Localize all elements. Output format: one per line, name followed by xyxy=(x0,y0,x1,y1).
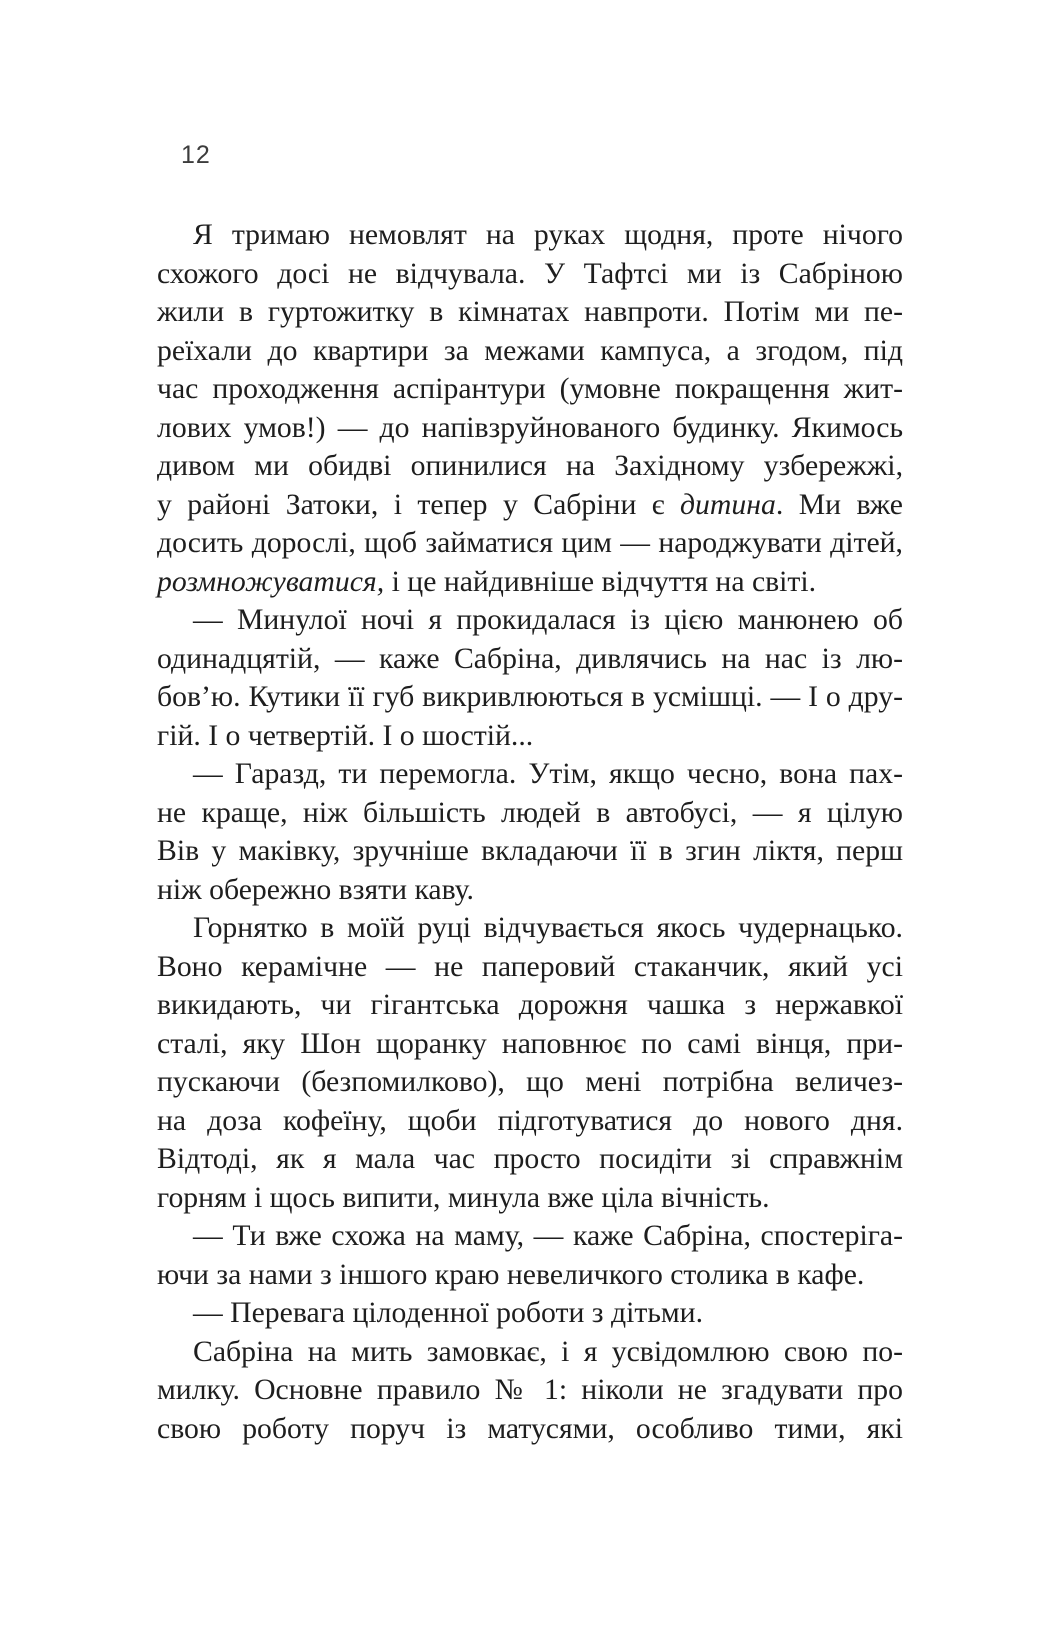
italic-text-segment: розмножуватися, xyxy=(157,565,385,598)
text-line xyxy=(157,832,903,871)
text-line xyxy=(157,1410,903,1449)
text-segment: милку. Основне правило № 1: ніколи не згадувати про xyxy=(157,1374,903,1406)
text-line xyxy=(157,871,903,910)
text-segment: Сабріна на мить замовкає, і я усвідомлюю свою по- xyxy=(193,1335,903,1368)
text-line xyxy=(157,794,903,833)
text-line xyxy=(157,332,903,371)
text-segment: Вів у маківку, зручніше вкладаючи її в згин ліктя, перш xyxy=(157,835,903,867)
text-segment: Воно керамічне — не паперовий стаканчик, який усі xyxy=(157,950,903,983)
text-segment: досить дорослі, щоб займатися цим — народжувати дітей, xyxy=(157,527,903,559)
text-line xyxy=(157,1179,903,1218)
text-line xyxy=(157,678,903,717)
text-segment: схожого досі не відчувала. У Тафтсі ми із Сабріною xyxy=(157,257,903,290)
text-line xyxy=(157,216,903,255)
text-line xyxy=(157,1294,903,1333)
text-segment: і це найдивніше відчуття на світі. xyxy=(384,565,817,598)
text-segment: сталі, яку Шон щоранку наповнює по самі вінця, при- xyxy=(157,1027,903,1060)
text-line xyxy=(157,755,903,794)
text-line xyxy=(157,1256,903,1295)
text-segment: викидають, чи гігантська дорожня чашка з нержавкої xyxy=(157,989,903,1021)
text-line xyxy=(157,1102,903,1141)
text-line xyxy=(157,640,903,679)
text-segment: — Перевага цілоденної роботи з дітьми. xyxy=(193,1297,704,1329)
text-segment: на доза кофеїну, щоби підготуватися до нового дня. xyxy=(157,1104,903,1137)
text-segment: — Минулої ночі я прокидалася із цією манюнею об xyxy=(193,604,903,636)
text-line xyxy=(157,486,903,525)
text-line xyxy=(157,524,903,563)
text-line xyxy=(157,447,903,486)
text-segment: одинадцятій, — каже Сабріна, дивлячись на нас із лю- xyxy=(157,642,903,675)
text-line xyxy=(157,1025,903,1064)
text-segment: свою роботу поруч із матусями, особливо тими, які xyxy=(157,1412,903,1445)
text-block xyxy=(157,216,903,1448)
text-segment: бов’ю. Кутики її губ викривлюються в усмішці. — І о дру- xyxy=(157,681,903,713)
text-segment: ючи за нами з іншого краю невеличкого столика в кафе. xyxy=(157,1258,865,1291)
text-line xyxy=(157,909,903,948)
italic-text-segment: дитина xyxy=(680,488,776,521)
text-segment: дивом ми обидві опинилися на Західному узбережжі, xyxy=(157,450,903,482)
text-line xyxy=(157,1371,903,1410)
text-segment: Відтоді, як я мала час просто посидіти зі справжнім xyxy=(157,1143,903,1175)
text-line xyxy=(157,601,903,640)
text-line xyxy=(157,409,903,448)
text-line xyxy=(157,717,903,756)
text-segment: не краще, ніж більшість людей в автобусі, — я цілую xyxy=(157,796,903,829)
text-line xyxy=(157,370,903,409)
text-line xyxy=(157,563,903,602)
text-line xyxy=(157,1217,903,1256)
page-number: 12 xyxy=(181,141,211,169)
text-segment: час проходження аспірантури (умовне покращення жит- xyxy=(157,373,903,405)
text-segment: ніж обережно взяти каву. xyxy=(157,873,474,906)
text-segment: — Ти вже схожа на маму, — каже Сабріна, спостеріга- xyxy=(193,1220,903,1252)
text-line xyxy=(157,1140,903,1179)
text-segment: лових умов!) — до напівзруйнованого будинку. Якимось xyxy=(157,411,903,444)
text-line xyxy=(157,1063,903,1102)
text-segment: Горнятко в моїй руці відчувається якось чудернацько. xyxy=(193,912,903,944)
text-line xyxy=(157,948,903,987)
text-segment: — Гаразд, ти перемогла. Утім, якщо чесно, вона пах- xyxy=(193,758,903,790)
text-segment: гій. І о четвертій. І о шостій... xyxy=(157,719,534,752)
text-line xyxy=(157,293,903,332)
text-segment: реїхали до квартири за межами кампуса, а згодом, під xyxy=(157,334,903,367)
text-segment: горням і щось випити, минула вже ціла вічність. xyxy=(157,1181,770,1214)
text-line xyxy=(157,255,903,294)
text-segment: . Ми вже xyxy=(775,488,903,521)
text-line xyxy=(157,1333,903,1372)
text-line xyxy=(157,986,903,1025)
text-segment: пускаючи (безпомилково), що мені потрібна величез- xyxy=(157,1066,903,1098)
text-segment: у районі Затоки, і тепер у Сабріни є xyxy=(157,488,680,521)
text-segment: Я тримаю немовлят на руках щодня, проте нічого xyxy=(193,219,903,251)
text-segment: жили в гуртожитку в кімнатах навпроти. Потім ми пе- xyxy=(157,296,903,328)
